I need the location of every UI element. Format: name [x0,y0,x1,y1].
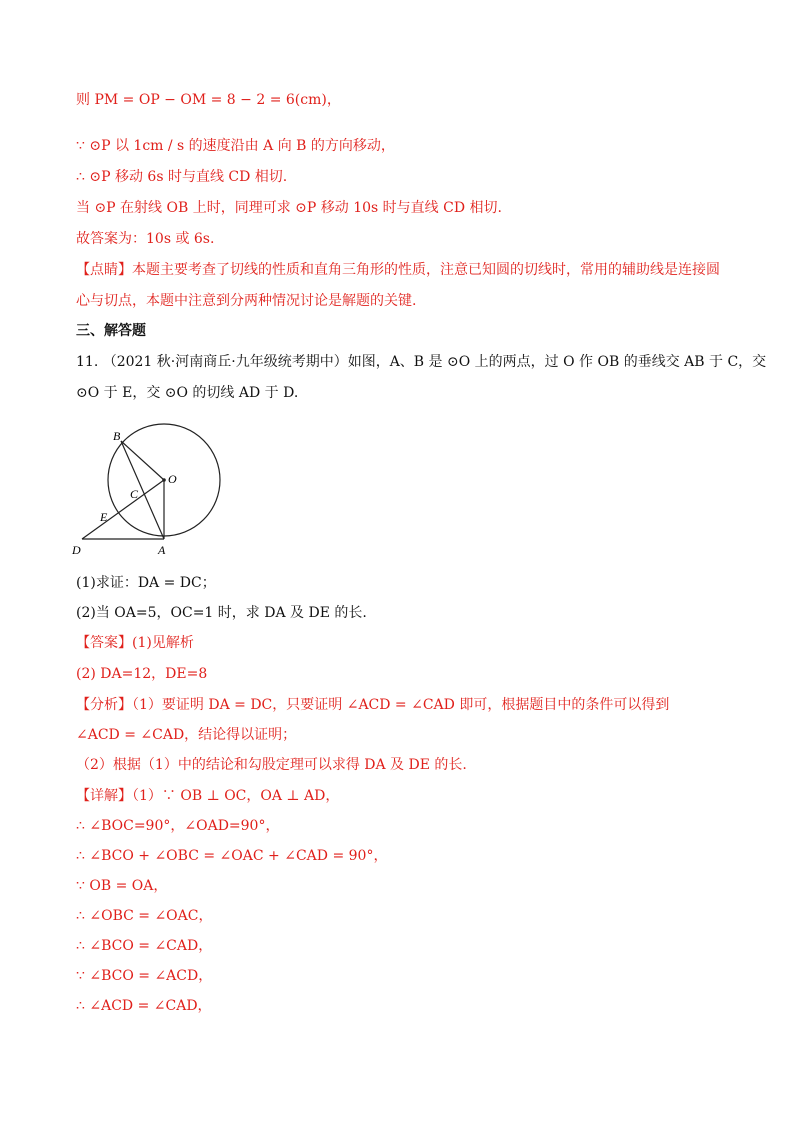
label-a: A [158,543,166,557]
text-line: ∴ ⊙P 移动 6s 时与直线 CD 相切. [76,169,288,185]
text-line: ∴ ∠BCO + ∠OBC = ∠OAC + ∠CAD = 90°， [76,848,388,864]
point-o [162,478,166,482]
text-line: 心与切点，本题中注意到分两种情况讨论是解题的关键. [76,293,417,309]
text-line: 三、解答题 [76,323,146,339]
label-c: C [130,487,139,501]
segment-ob [121,441,164,480]
text-line: (2)当 OA=5，OC=1 时，求 DA 及 DE 的长. [76,605,367,621]
label-d: D [72,543,81,557]
text-line: ∴ ∠OBC = ∠OAC， [76,908,213,924]
text-line: 当 ⊙P 在射线 OB 上时，同理可求 ⊙P 移动 10s 时与直线 CD 相切. [76,200,502,216]
text-line: 【点睛】本题主要考查了切线的性质和直角三角形的性质，注意已知圆的切线时，常用的辅助线是连接圆 [76,262,720,278]
geometry-figure [70,422,230,562]
segment-ba [121,441,164,539]
label-o: O [168,472,177,486]
text-line: ∵ OB = OA， [76,878,168,894]
text-line: ∴ ∠BCO = ∠CAD， [76,938,213,954]
text-line: （2）根据（1）中的结论和勾股定理可以求得 DA 及 DE 的长. [76,757,467,773]
text-line: ∵ ⊙P 以 1cm / s 的速度沿由 A 向 B 的方向移动， [76,138,395,154]
text-line: 11. （2021 秋·河南商丘·九年级统考期中）如图，A、B 是 ⊙O 上的两点，过 O 作 OB 的垂线交 AB 于 C，交 [76,354,767,370]
label-b: B [113,429,121,443]
text-line: ⊙O 于 E，交 ⊙O 的切线 AD 于 D. [76,385,299,401]
text-line: (2) DA=12，DE=8 [76,666,208,682]
text-line: 【分析】（1）要证明 DA = DC，只要证明 ∠ACD = ∠CAD 即可，根据题目中的条件可以得到 [76,697,670,713]
text-line: 故答案为：10s 或 6s. [76,231,215,247]
text-line: ∵ ∠BCO = ∠ACD， [76,968,213,984]
text-line: 【答案】(1)见解析 [76,635,194,651]
text-line: 【详解】（1）∵ OB ⊥ OC，OA ⊥ AD， [76,788,340,804]
text-line: (1)求证：DA = DC； [76,575,216,591]
text-line: ∠ACD = ∠CAD，结论得以证明； [76,727,297,743]
text-line: ∴ ∠BOC=90°，∠OAD=90°， [76,818,280,834]
text-line: 则 PM = OP − OM = 8 − 2 = 6(cm)， [76,92,341,108]
text-line: ∴ ∠ACD = ∠CAD， [76,998,212,1014]
label-e: E [100,510,108,524]
